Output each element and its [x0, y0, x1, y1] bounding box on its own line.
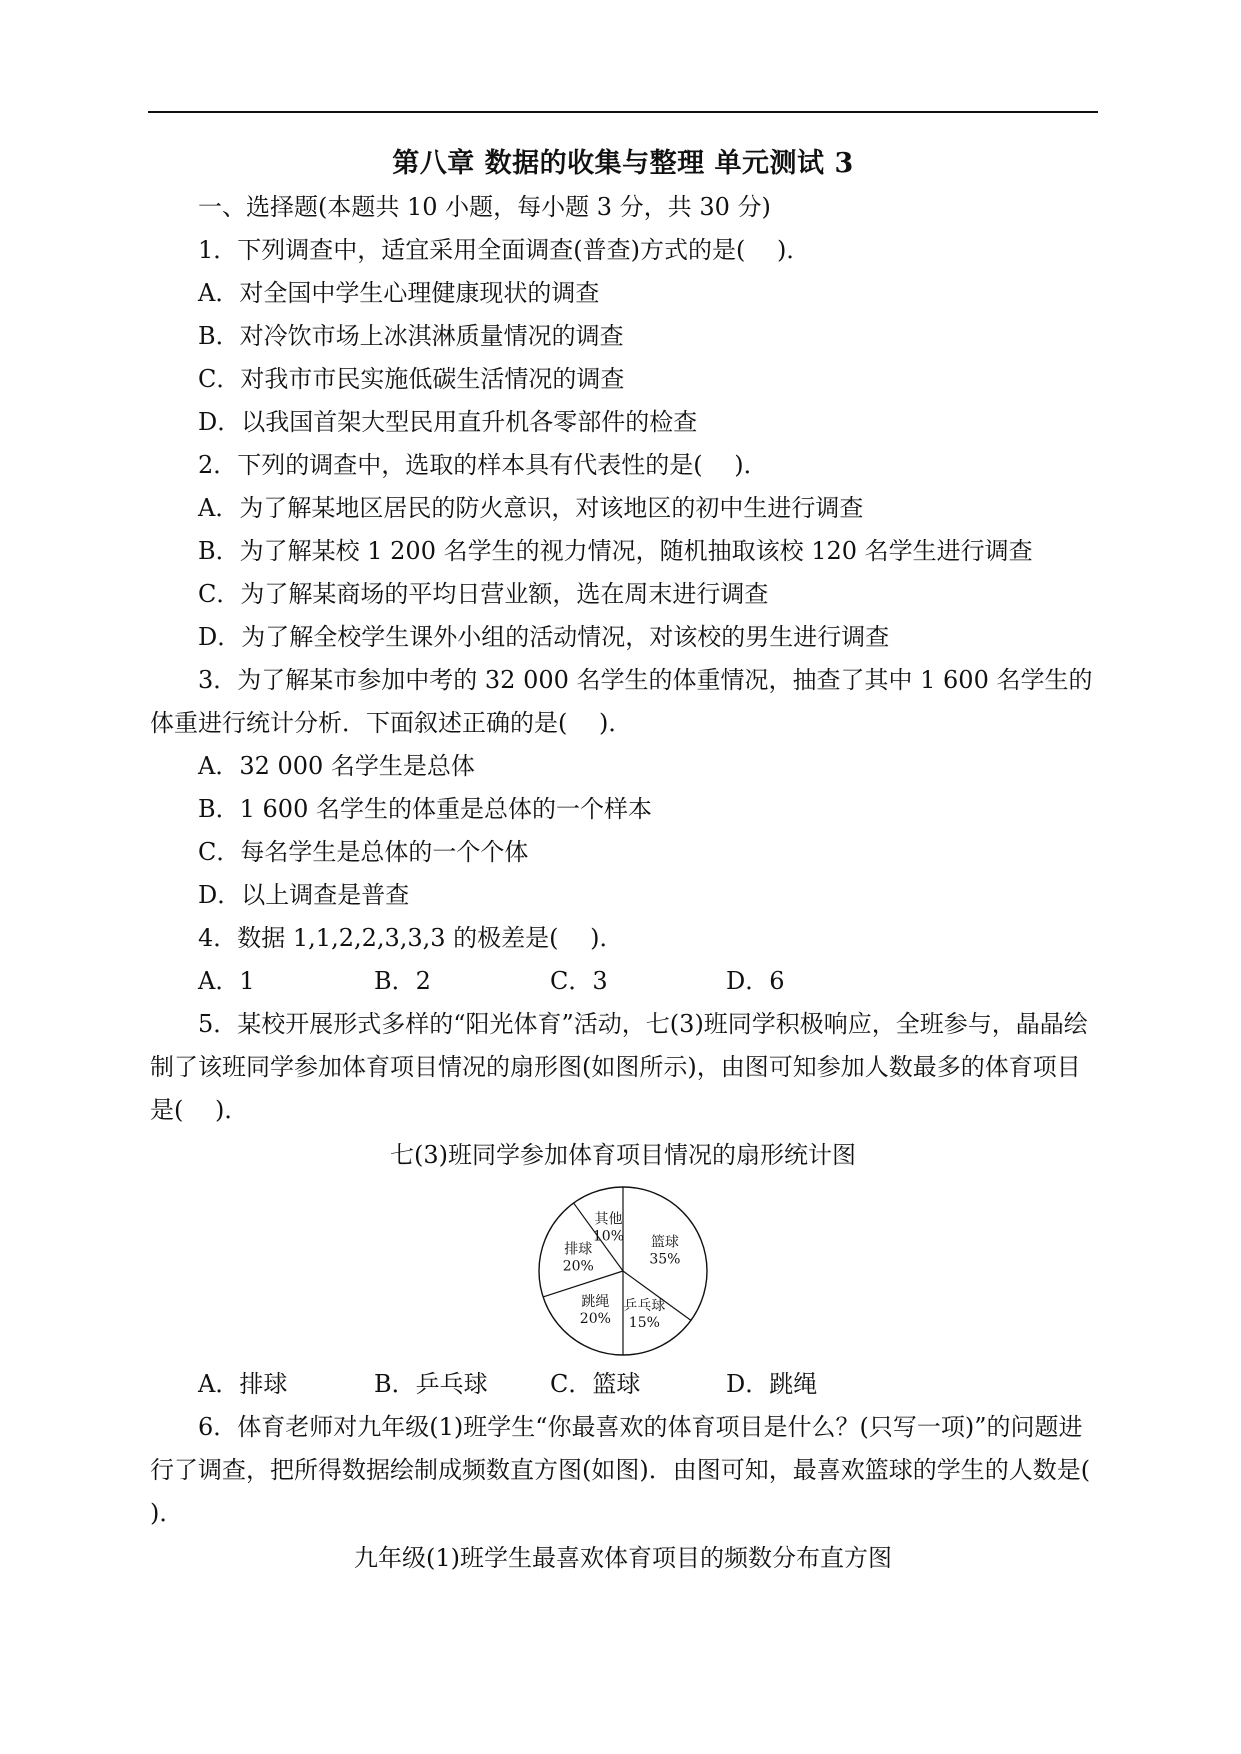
question-5-options	[150, 1363, 1096, 1406]
question-5-option-c: C．篮球	[550, 1370, 641, 1398]
question-1-option-d: D．以我国首架大型民用直升机各零部件的检查	[198, 408, 698, 436]
pie-chart-caption: 七(3)班同学参加体育项目情况的扇形统计图	[390, 1141, 856, 1169]
question-4-option-a: A．1	[198, 967, 255, 995]
pie-slice-label-3: 排球	[564, 1241, 593, 1258]
pie-slice-value-0: 35%	[649, 1251, 681, 1268]
question-6-stem: 6．体育老师对九年级(1)班学生“你最喜欢的体育项目是什么？(只写一项)”的问题进行了调查，把所得数据绘制成频数直方图(如图)．由图可知，最喜欢篮球的学生的人数是( )．	[150, 1413, 1122, 1527]
question-2-option-a: A．为了解某地区居民的防火意识，对该地区的初中生进行调查	[198, 494, 864, 522]
question-4-stem: 4．数据 1,1,2,2,3,3,3 的极差是( )．	[198, 924, 624, 952]
pie-chart	[533, 1181, 713, 1361]
question-4-option-c: C．3	[550, 967, 608, 995]
question-5-stem: 5．某校开展形式多样的“阳光体育”活动，七(3)班同学积极响应，全班参与，晶晶绘制了该班同学参加体育项目情况的扇形图(如图所示)，由图可知参加人数最多的体育项目是( )．	[150, 1010, 1088, 1124]
question-3-option-a: A．32 000 名学生是总体	[198, 752, 475, 780]
question-1-option-b: B．对冷饮市场上冰淇淋质量情况的调查	[198, 322, 624, 350]
question-1-option-a: A．对全国中学生心理健康现状的调查	[198, 279, 600, 307]
question-2-option-d: D．为了解全校学生课外小组的活动情况，对该校的男生进行调查	[198, 623, 890, 651]
question-2-option-b: B．为了解某校 1 200 名学生的视力情况，随机抽取该校 120 名学生进行调查	[198, 537, 1033, 565]
question-4-options	[150, 960, 1096, 1003]
pie-slice-value-2: 20%	[579, 1311, 611, 1328]
question-2-stem: 2．下列的调查中，选取的样本具有代表性的是( )．	[198, 451, 768, 479]
question-3-stem: 3．为了解某市参加中考的 32 000 名学生的体重情况，抽查了其中 1 600 名学生的体重进行统计分析．下面叙述正确的是( )．	[150, 666, 1093, 737]
question-5-option-a: A．排球	[198, 1370, 288, 1398]
question-5-option-b: B．乒乓球	[374, 1370, 488, 1398]
pie-slice-value-4: 10%	[592, 1228, 625, 1245]
question-3-option-c: C．每名学生是总体的一个个体	[198, 838, 529, 866]
question-3-option-d: D．以上调查是普查	[198, 881, 410, 909]
section-heading: 一、选择题(本题共 10 小题，每小题 3 分，共 30 分)	[198, 193, 771, 221]
exam-page	[150, 138, 1122, 1580]
question-4-option-d: D．6	[726, 967, 785, 995]
pie-slice-value-3: 20%	[562, 1258, 594, 1275]
page-title: 第八章 数据的收集与整理 单元测试 3	[392, 148, 854, 179]
pie-slice-label-2: 跳绳	[581, 1294, 610, 1311]
question-3-option-b: B．1 600 名学生的体重是总体的一个样本	[198, 795, 652, 823]
question-2-option-c: C．为了解某商场的平均日营业额，选在周末进行调查	[198, 580, 769, 608]
pie-chart-container	[150, 1181, 1096, 1361]
pie-slice-value-1: 15%	[628, 1314, 660, 1331]
header-rule	[148, 111, 1098, 113]
pie-slice-label-4: 其他	[594, 1211, 623, 1228]
question-4-option-b: B．2	[374, 967, 431, 995]
pie-slice-label-1: 乒乓球	[623, 1297, 666, 1314]
histogram-caption: 九年级(1)班学生最喜欢体育项目的频数分布直方图	[354, 1544, 892, 1572]
question-1-stem: 1．下列调查中，适宜采用全面调查(普查)方式的是( )．	[198, 236, 811, 264]
pie-slice-label-0: 篮球	[650, 1234, 679, 1251]
question-5-option-d: D．跳绳	[726, 1370, 818, 1398]
question-1-option-c: C．对我市市民实施低碳生活情况的调查	[198, 365, 625, 393]
